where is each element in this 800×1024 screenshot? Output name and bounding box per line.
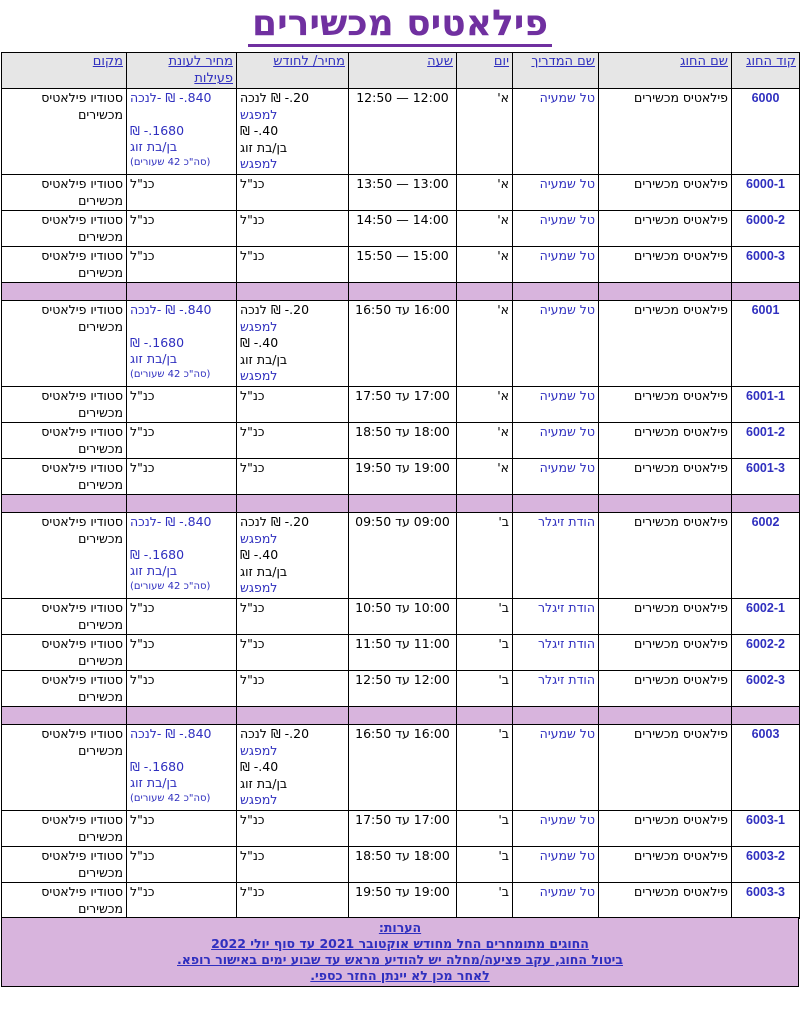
price-month: כנ"ל (237, 175, 349, 211)
instructor-name: טל שמעיה (513, 811, 599, 847)
price-season: כנ"ל (127, 247, 237, 283)
instructor-name: טל שמעיה (513, 175, 599, 211)
separator-cell (127, 283, 237, 301)
separator-cell (732, 707, 800, 725)
course-location: סטודיו פילאטיס מכשירים (2, 247, 127, 283)
instructor-name: טל שמעיה (513, 423, 599, 459)
table-row (2, 513, 800, 599)
instructor-name: טל שמעיה (513, 301, 599, 387)
price-month: כנ"ל (237, 247, 349, 283)
course-name: פילאטיס מכשירים (599, 513, 732, 599)
header-name: שם החוג (599, 53, 732, 89)
course-name: פילאטיס מכשירים (599, 459, 732, 495)
course-day: ב' (457, 671, 513, 707)
price-line: 840.- ₪ -לנכה (130, 726, 212, 741)
course-location: סטודיו פילאטיס מכשירים (2, 883, 127, 919)
course-code: 6002-1 (732, 599, 800, 635)
course-code: 6003-2 (732, 847, 800, 883)
course-code: 6002 (732, 513, 800, 599)
separator-cell (732, 283, 800, 301)
course-location: סטודיו פילאטיס מכשירים (2, 599, 127, 635)
course-name: פילאטיס מכשירים (599, 847, 732, 883)
table-row (2, 247, 800, 283)
price-line: 1680.- ₪ (130, 122, 185, 138)
course-location: סטודיו פילאטיס מכשירים (2, 725, 127, 811)
course-day: ב' (457, 811, 513, 847)
price-line: 20.- ₪ לנכה (240, 514, 310, 529)
separator-cell (513, 707, 599, 725)
course-name: פילאטיס מכשירים (599, 89, 732, 175)
course-name: פילאטיס מכשירים (599, 301, 732, 387)
course-time: 17:00 עד 17:50 (349, 811, 457, 847)
separator-row (2, 283, 800, 301)
course-time: 17:00 עד 17:50 (349, 387, 457, 423)
price-month: כנ"ל (237, 423, 349, 459)
table-row (2, 301, 800, 387)
course-name: פילאטיס מכשירים (599, 599, 732, 635)
course-time: 18:00 עד 18:50 (349, 423, 457, 459)
price-line: (סה"כ 42 שעורים) (130, 368, 211, 380)
instructor-name: טל שמעיה (513, 459, 599, 495)
course-day: א' (457, 247, 513, 283)
price-season (127, 301, 237, 387)
price-season: כנ"ל (127, 211, 237, 247)
course-name: פילאטיס מכשירים (599, 811, 732, 847)
table-row (2, 599, 800, 635)
instructor-name: הודת זיגלר (513, 671, 599, 707)
price-month: כנ"ל (237, 883, 349, 919)
course-location: סטודיו פילאטיס מכשירים (2, 301, 127, 387)
separator-cell (127, 495, 237, 513)
course-time: 11:00 עד 11:50 (349, 635, 457, 671)
price-month: כנ"ל (237, 459, 349, 495)
table-row (2, 811, 800, 847)
notes-line-1: החוגים מתומחרים החל מחודש אוקטובר 2021 עד סוף יולי 2022 (211, 936, 589, 951)
course-location: סטודיו פילאטיס מכשירים (2, 459, 127, 495)
course-name: פילאטיס מכשירים (599, 883, 732, 919)
course-location: סטודיו פילאטיס מכשירים (2, 89, 127, 175)
instructor-name: הודת זיגלר (513, 599, 599, 635)
instructor-name: טל שמעיה (513, 387, 599, 423)
course-location: סטודיו פילאטיס מכשירים (2, 175, 127, 211)
course-location: סטודיו פילאטיס מכשירים (2, 211, 127, 247)
instructor-name: הודת זיגלר (513, 635, 599, 671)
table-row (2, 89, 800, 175)
course-time: 19:00 עד 19:50 (349, 459, 457, 495)
instructor-name: טל שמעיה (513, 883, 599, 919)
price-line: 20.- ₪ לנכה (240, 302, 310, 317)
instructor-name: הודת זיגלר (513, 513, 599, 599)
price-month (237, 513, 349, 599)
course-code: 6001-2 (732, 423, 800, 459)
price-line: למפגש (240, 742, 278, 758)
price-line: למפגש (240, 156, 278, 171)
instructor-name: טל שמעיה (513, 89, 599, 175)
price-month: כנ"ל (237, 671, 349, 707)
price-line: בן/בת זוג (240, 775, 288, 791)
schedule-table (1, 52, 800, 919)
price-season (127, 513, 237, 599)
price-line: בן/בת זוג (130, 351, 178, 366)
price-line: בן/בת זוג (240, 563, 288, 579)
separator-row (2, 495, 800, 513)
course-time: 10:00 עד 10:50 (349, 599, 457, 635)
course-location: סטודיו פילאטיס מכשירים (2, 671, 127, 707)
course-code: 6000-3 (732, 247, 800, 283)
course-location: סטודיו פילאטיס מכשירים (2, 811, 127, 847)
header-location: מקום (2, 53, 127, 89)
course-location: סטודיו פילאטיס מכשירים (2, 847, 127, 883)
price-month (237, 725, 349, 811)
course-day: ב' (457, 847, 513, 883)
price-line: 40.- ₪ (240, 759, 279, 774)
notes-line-3: לאחר מכן לא יינתן החזר כספי. (310, 968, 490, 983)
table-row (2, 423, 800, 459)
price-line: בן/בת זוג (130, 563, 178, 578)
separator-cell (2, 283, 127, 301)
separator-cell (599, 707, 732, 725)
course-name: פילאטיס מכשירים (599, 635, 732, 671)
course-name: פילאטיס מכשירים (599, 671, 732, 707)
course-time: 12:00 — 12:50 (349, 89, 457, 175)
price-season: כנ"ל (127, 175, 237, 211)
price-season: כנ"ל (127, 599, 237, 635)
separator-cell (2, 495, 127, 513)
separator-cell (237, 283, 349, 301)
table-row (2, 635, 800, 671)
price-season: כנ"ל (127, 671, 237, 707)
price-season: כנ"ל (127, 847, 237, 883)
table-row (2, 847, 800, 883)
course-day: א' (457, 423, 513, 459)
price-line: למפגש (240, 792, 278, 807)
course-location: סטודיו פילאטיס מכשירים (2, 635, 127, 671)
notes-box (1, 917, 799, 987)
price-line: 840.- ₪ -לנכה (130, 90, 212, 105)
header-price-season: מחיר לעונת פעילות (127, 53, 237, 89)
price-season: כנ"ל (127, 423, 237, 459)
separator-cell (127, 707, 237, 725)
course-day: ב' (457, 513, 513, 599)
table-row (2, 725, 800, 811)
course-time: 09:00 עד 09:50 (349, 513, 457, 599)
course-name: פילאטיס מכשירים (599, 211, 732, 247)
price-line: למפגש (240, 580, 278, 595)
price-season: כנ"ל (127, 811, 237, 847)
course-time: 18:00 עד 18:50 (349, 847, 457, 883)
separator-cell (349, 707, 457, 725)
header-row (2, 53, 800, 89)
separator-cell (457, 707, 513, 725)
course-code: 6003-3 (732, 883, 800, 919)
table-row (2, 211, 800, 247)
page-title: פילאטיס מכשירים (248, 4, 552, 47)
header-code: קוד החוג (732, 53, 800, 89)
course-code: 6003 (732, 725, 800, 811)
price-season: כנ"ל (127, 459, 237, 495)
course-time: 12:00 עד 12:50 (349, 671, 457, 707)
course-code: 6001-3 (732, 459, 800, 495)
separator-cell (237, 707, 349, 725)
price-line: למפגש (240, 368, 278, 383)
instructor-name: טל שמעיה (513, 847, 599, 883)
instructor-name: טל שמעיה (513, 725, 599, 811)
price-line: (סה"כ 42 שעורים) (130, 792, 211, 804)
title-wrap (0, 4, 800, 50)
header-instructor: שם המדריך (513, 53, 599, 89)
price-line: 1680.- ₪ (130, 546, 185, 562)
price-line: למפגש (240, 106, 278, 122)
separator-cell (2, 707, 127, 725)
header-time: שעה (349, 53, 457, 89)
course-name: פילאטיס מכשירים (599, 725, 732, 811)
course-time: 14:00 — 14:50 (349, 211, 457, 247)
price-month: כנ"ל (237, 847, 349, 883)
course-day: ב' (457, 725, 513, 811)
course-name: פילאטיס מכשירים (599, 247, 732, 283)
course-name: פילאטיס מכשירים (599, 387, 732, 423)
course-code: 6002-3 (732, 671, 800, 707)
price-season (127, 89, 237, 175)
course-day: א' (457, 175, 513, 211)
header-day: יום (457, 53, 513, 89)
table-row (2, 387, 800, 423)
price-month: כנ"ל (237, 599, 349, 635)
price-line: בן/בת זוג (240, 351, 288, 367)
course-day: א' (457, 89, 513, 175)
price-month (237, 301, 349, 387)
price-month: כנ"ל (237, 211, 349, 247)
separator-cell (237, 495, 349, 513)
table-row (2, 459, 800, 495)
price-season (127, 725, 237, 811)
separator-cell (599, 283, 732, 301)
course-code: 6000-2 (732, 211, 800, 247)
notes-line-2: ביטול החוג, עקב פציעה/מחלה יש להודיע מראש עד שבוע ימים באישור רופא. (177, 952, 623, 967)
instructor-name: טל שמעיה (513, 211, 599, 247)
separator-cell (349, 495, 457, 513)
course-code: 6002-2 (732, 635, 800, 671)
course-code: 6000 (732, 89, 800, 175)
price-line: 1680.- ₪ (130, 758, 185, 774)
price-line: 20.- ₪ לנכה (240, 726, 310, 741)
course-location: סטודיו פילאטיס מכשירים (2, 513, 127, 599)
price-line: 1680.- ₪ (130, 334, 185, 350)
course-time: 13:00 — 13:50 (349, 175, 457, 211)
price-line: (סה"כ 42 שעורים) (130, 156, 211, 168)
price-line: למפגש (240, 530, 278, 546)
course-day: ב' (457, 883, 513, 919)
course-day: ב' (457, 599, 513, 635)
price-line: למפגש (240, 318, 278, 334)
course-time: 16:00 עד 16:50 (349, 725, 457, 811)
course-name: פילאטיס מכשירים (599, 175, 732, 211)
course-code: 6001-1 (732, 387, 800, 423)
price-line: (סה"כ 42 שעורים) (130, 580, 211, 592)
table-row (2, 883, 800, 919)
course-location: סטודיו פילאטיס מכשירים (2, 423, 127, 459)
price-line: בן/בת זוג (240, 139, 288, 155)
price-season: כנ"ל (127, 635, 237, 671)
course-code: 6003-1 (732, 811, 800, 847)
price-line: בן/בת זוג (130, 775, 178, 790)
price-line: 40.- ₪ (240, 123, 279, 138)
course-time: 15:00 — 15:50 (349, 247, 457, 283)
price-line: 20.- ₪ לנכה (240, 90, 310, 105)
price-line: 840.- ₪ -לנכה (130, 302, 212, 317)
separator-cell (513, 495, 599, 513)
course-code: 6000-1 (732, 175, 800, 211)
price-month: כנ"ל (237, 811, 349, 847)
price-line: 40.- ₪ (240, 335, 279, 350)
notes-heading: הערות: (378, 920, 422, 935)
separator-cell (599, 495, 732, 513)
separator-cell (513, 283, 599, 301)
course-location: סטודיו פילאטיס מכשירים (2, 387, 127, 423)
course-day: א' (457, 387, 513, 423)
table-row (2, 671, 800, 707)
price-month (237, 89, 349, 175)
course-time: 16:00 עד 16:50 (349, 301, 457, 387)
separator-cell (457, 495, 513, 513)
price-season: כנ"ל (127, 883, 237, 919)
course-day: א' (457, 211, 513, 247)
course-time: 19:00 עד 19:50 (349, 883, 457, 919)
separator-row (2, 707, 800, 725)
price-month: כנ"ל (237, 635, 349, 671)
price-line: 40.- ₪ (240, 547, 279, 562)
separator-cell (457, 283, 513, 301)
separator-cell (732, 495, 800, 513)
course-day: א' (457, 301, 513, 387)
header-price-month: מחיר/ לחודש (237, 53, 349, 89)
course-day: ב' (457, 635, 513, 671)
instructor-name: טל שמעיה (513, 247, 599, 283)
course-day: א' (457, 459, 513, 495)
price-line: בן/בת זוג (130, 139, 178, 154)
separator-cell (349, 283, 457, 301)
price-line: 840.- ₪ -לנכה (130, 514, 212, 529)
price-month: כנ"ל (237, 387, 349, 423)
table-row (2, 175, 800, 211)
price-season: כנ"ל (127, 387, 237, 423)
course-code: 6001 (732, 301, 800, 387)
course-name: פילאטיס מכשירים (599, 423, 732, 459)
